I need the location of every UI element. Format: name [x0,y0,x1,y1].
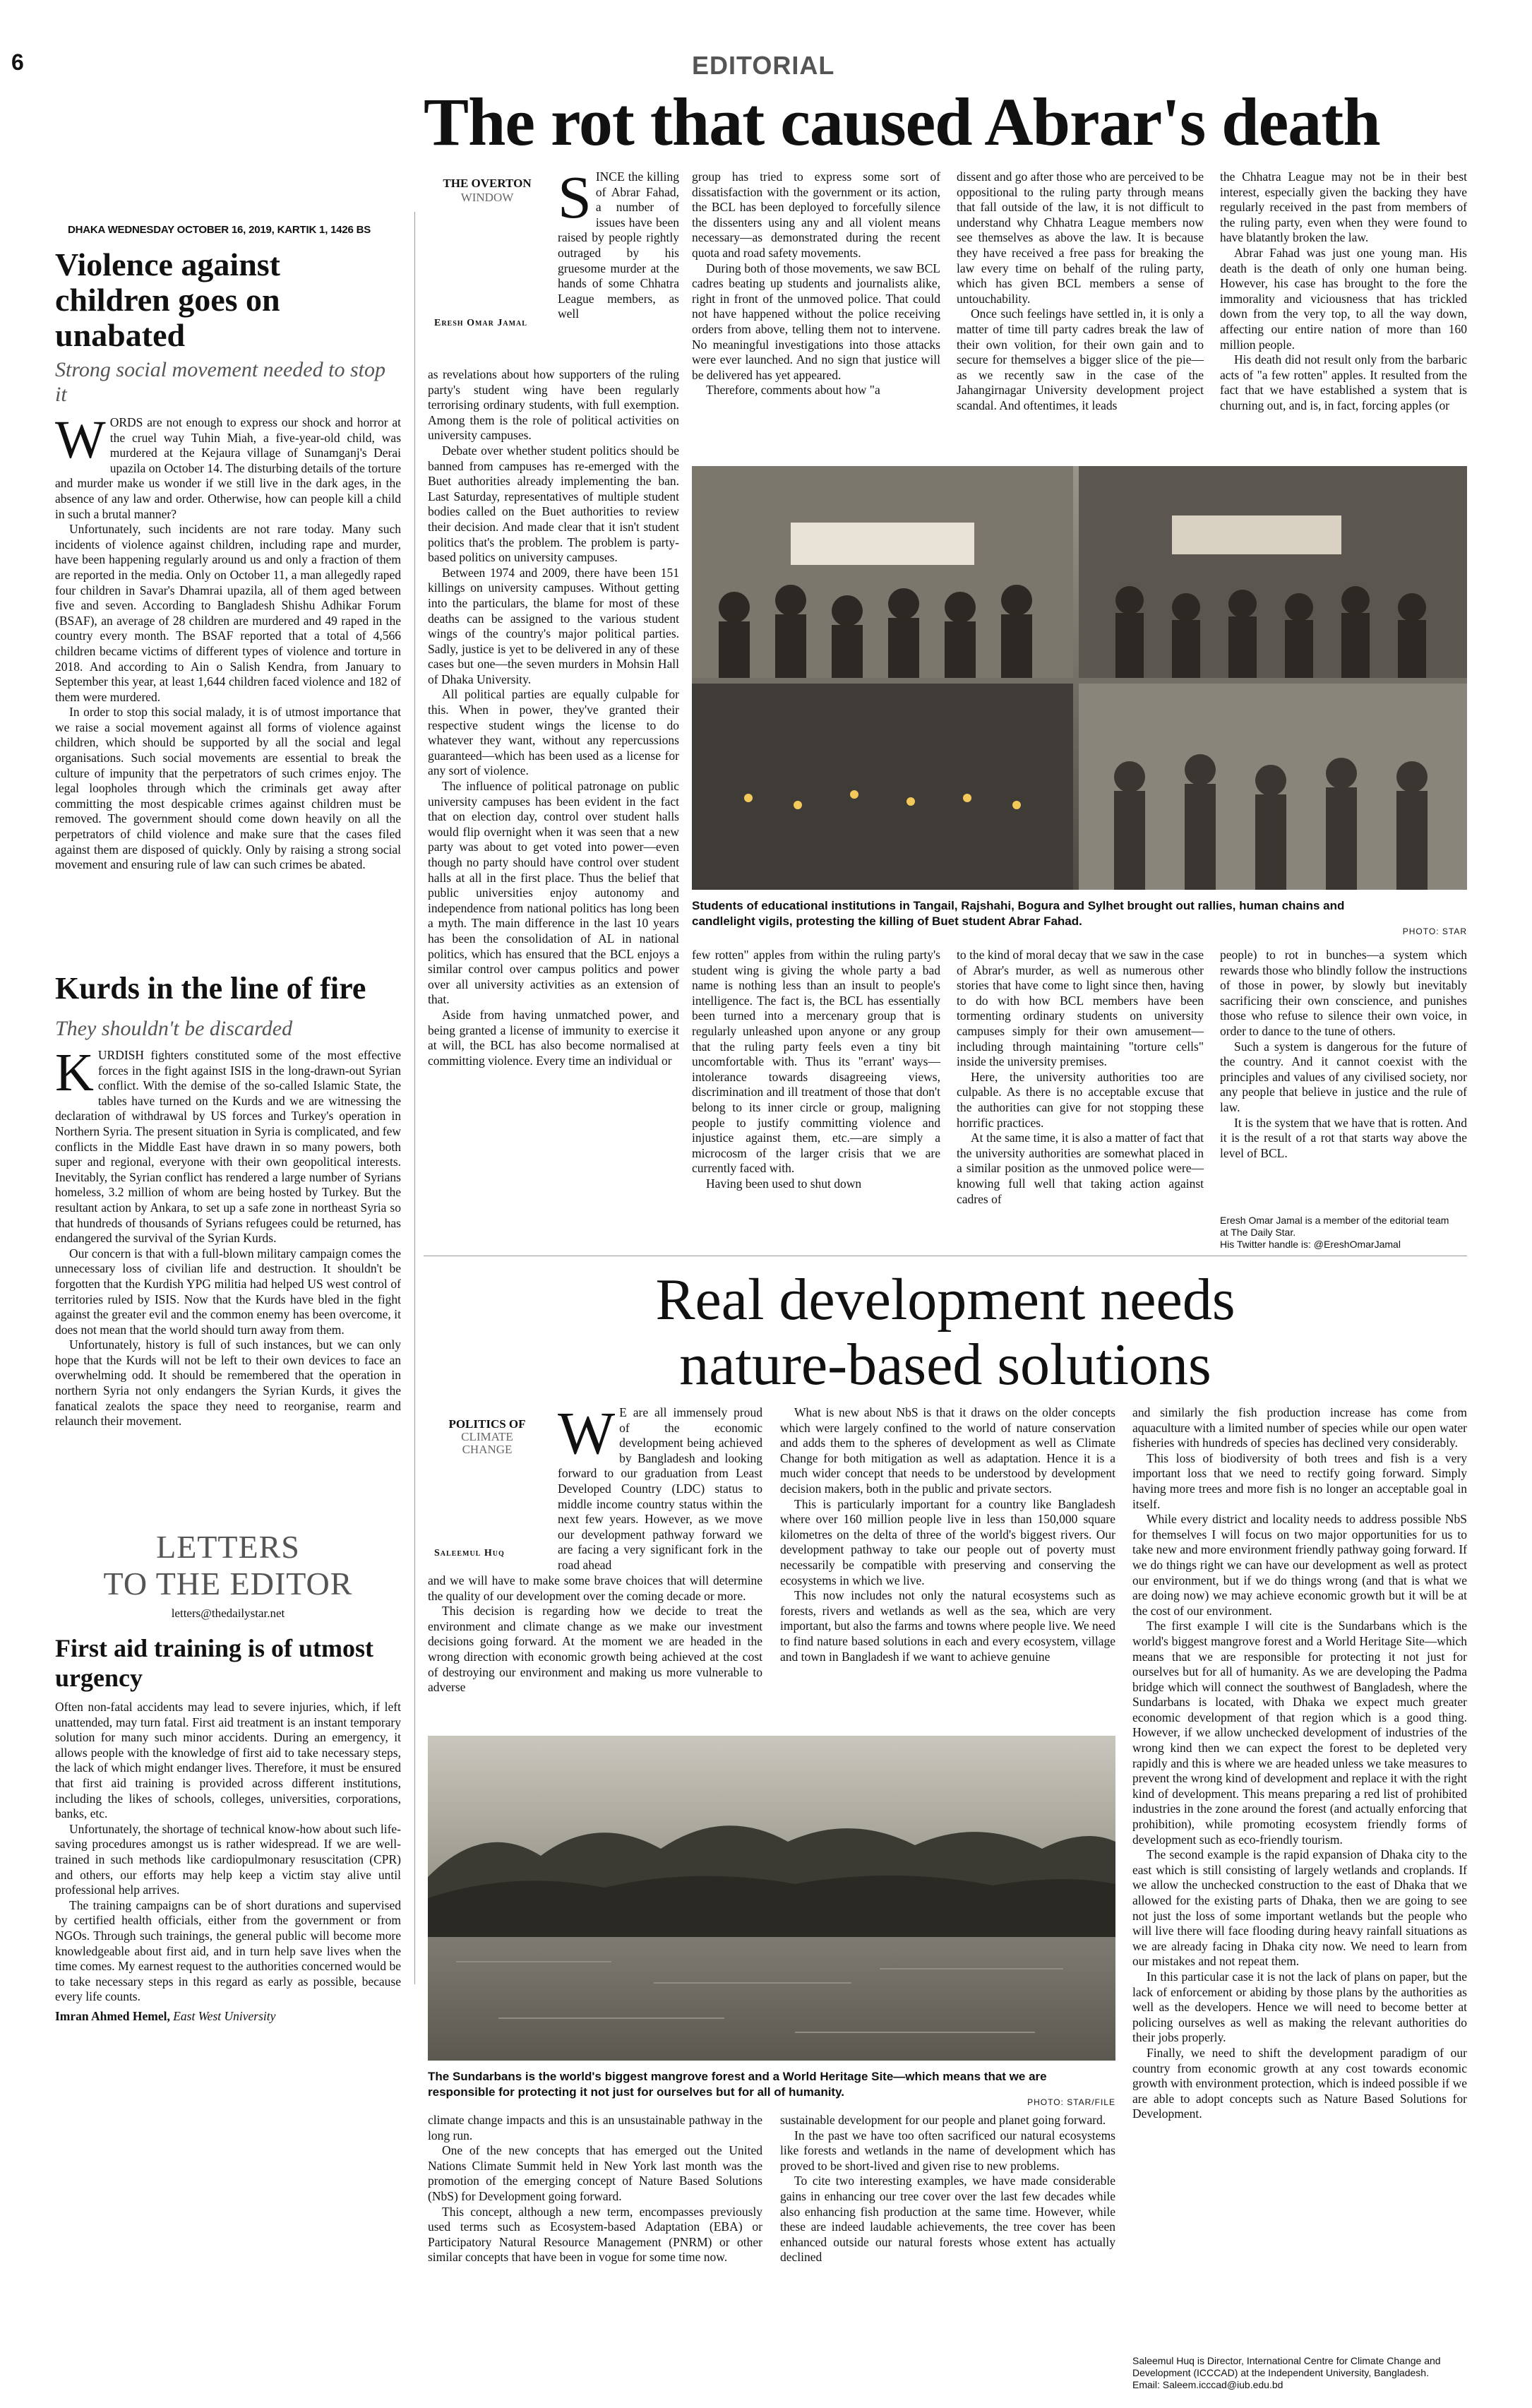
paragraph: Abrar Fahad was just one young man. His death is the death of only one human being. However, his case has brought to the fore the immorality and viciousness that has trickled down from the very top, to all the way down, affecting our entire nation of more than 160 million people. [1220,245,1467,352]
paragraph: The second example is the rapid expansion of Dhaka city to the east which is still consisting of largely wetlands and croplands. If we allow the unchecked construction to the east of Dhaka that we allowed for the existing parts of Dhaka, then we are going to see not just the loss of some important wetlands but the people who will live there will face flooding during heavy rainfall situations as we are already facing in Dhaka city now. We need to learn from our mistakes and not repeat them. [1132,1847,1467,1969]
paragraph: This now includes not only the natural ecosystems such as forests, rivers and wetlands as well as the sea, which are very important, but also the farms and towns where people live. We need to find nature based solutions in each and every ecosystem, village and town in Bangladesh if we want to achieve genuine [780,1588,1116,1664]
paragraph: Here, the university authorities too are culpable. As there is no acceptable excuse that the authorities can give for not stopping these horrific practices. [957,1069,1204,1130]
paragraph: This decision is regarding how we decide to treat the environment and climate change as we make our investment decisions going forward. At the moment we are headed in the wrong direction with economic growth being achieved at the cost of destroying our environment and making us more vulnerable to adverse [428,1604,762,1695]
column-label-line: CLIMATE [461,1430,513,1443]
paragraph: ORDS are not enough to express our shock and horror at the cruel way Tuhin Miah, a five-year-old child, was murdered at the Kejaura village of Sunamganj's Derai upazila on October 14. The disturbing details of the torture and murder make us wonder if we still live in the dark ages, in the absence of any law and order. Otherwise, how can people kill a child in such a brutal manner? [55,415,401,521]
paragraph: and similarly the fish production increase has come from aquaculture with a limited number of species while our open water fisheries with hundreds of species has declined very considerably. [1132,1405,1467,1450]
protest-photo-art [692,466,1467,890]
paragraph: While every district and locality needs to address possible NbS for themselves I will focus on two major opportunities for us to take new and more environment friendly pathway going forward. If we do things right we can have our development as well as protect our environment, but if we do things wrong (and that is what we are doing now) we may achieve economic growth but it will be at the cost of our environment. [1132,1512,1467,1618]
paragraph: to the kind of moral decay that we saw in the case of Abrar's murder, as well as numerous other stories that have come to light since then, having to do with how BCL members have been tormenting ordinary students on university campuses simply for their own amusement—including through maintaining "torture cells" inside the university premises. [957,948,1204,1069]
paragraph: Once such feelings have settled in, it is only a matter of time till party cadres break the law of their own volition, for their own gain and to secure for themselves a bigger slice of the pie—as we recently saw in the case of the Jahangirnagar University development project scandal. And oftentimes, it leads [957,306,1204,412]
paragraph: This loss of biodiversity of both trees and fish is a very important loss that we need to rectify going forward. Simply having more trees and more fish is no longer an acceptable goal in itself. [1132,1450,1467,1511]
article-column-1 [428,367,679,1068]
editorial-subhead: They shouldn't be discarded [55,1017,293,1040]
article-column-2-bottom [692,948,940,1192]
paragraph: Therefore, comments about how "a [706,383,880,398]
article-column-4-top [1220,169,1467,414]
paragraph: At the same time, it is also a matter of fact that the university authorities are somewhat placed in a similar position as the unmoved police were—knowing full well that taking action against cadres of [957,1131,1204,1206]
letter-body [55,1700,401,2024]
paragraph: Unfortunately, the shortage of technical know-how about such life-saving procedures amongst us is rather widespread. If we are well-trained in such methods like cardiopulmonary resuscitation (CPR) and others, our efforts may help keep a victim stay alive until professional help arrives. [55,1821,401,1897]
column-label [427,177,547,205]
letter-headline: First aid training is of utmost urgency [55,1634,374,1692]
paragraph: Aside from having unmatched power, and being granted a license of immunity to exercise it at will, the BCL has also become normalised at committing violence. Every time an individual or [428,1007,679,1068]
letters-title-line: LETTERS [156,1529,300,1565]
article-column-3-top [957,169,1204,414]
letters-section [55,1529,401,2024]
editorial-violence [55,247,401,873]
editorial-body [55,1043,401,1429]
headline-line: nature-based solutions [679,1332,1211,1397]
bio-line: Email: Saleem.icccad@iub.edu.bd [1132,2379,1283,2390]
paragraph: One of the new concepts that has emerged out the United Nations Climate Summit held in New York last month was the promotion of the emerging concept of Nature Based Solutions (NbS) for Development going forward. [428,2143,762,2203]
paragraph: Unfortunately, such incidents are not rare today. Many such incidents of violence against children, including rape and murder, have been happening regularly around us and only a fraction of them are reported in the media. Only on October 11, a man allegedly raped four children in Savar's Dhamrai upazila, all of them aged between five and seven. According to Bangladesh Shishu Adhikar Forum (BSAF), an average of 28 children are murdered and 49 raped in the country every month. The BSAF reported that a total of 4,566 children became victims of different types of violence and torture in 2018. And according to Ain o Salish Kendra, from January to September this year, at least 1,644 children faced violence and 182 of them were murdered. [55,522,401,704]
paragraph: E are all immensely proud of the economic development being achieved by Bangladesh and looking forward to our graduation from Least Developed Country (LDC) status to middle income country status within the next few years. However, as we move our development pathway forward we are facing a very significant fork in the road ahead [558,1405,762,1572]
sundarbans-photo-art [428,1736,1115,2061]
paragraph: the Chhatra League may not be in their best interest, especially given the backing they have regularly received in the past from members of the ruling party, even when they were found to have blatantly broken the law. [1220,169,1467,245]
editorial-body [55,410,401,873]
bio-line: His Twitter handle is: @EreshOmarJamal [1220,1239,1401,1250]
paragraph: Having been used to shut down [706,1176,862,1191]
paragraph: This is particularly important for a country like Bangladesh where over 160 million people live in less than 150,000 square kilometres on the delta of three of the world's biggest rivers. Our development pathway to take our people out of poverty must necessarily be compatible with preserving and conserving the ecosystems in which we live. [780,1496,1115,1587]
paragraph: It is the system that we have that is rotten. And it is the result of a rot that starts way above the level of BCL. [1220,1115,1467,1160]
column-label-line: POLITICS OF [448,1417,526,1431]
paragraph: The influence of political patronage on public university campuses has been evident in the fact that on election day, control over student halls would flip overnight when it was seen that a new party was about to get voted into power—even though no party should have control over student halls at all in the first place. Thus the belief that public universities enjoy autonomy and independence from national politics has long been a myth. The main difference in the last 10 years has been the consolidation of AL in national politics, which has ensured that the BCL enjoys a similar control over campus politics and power over all university activities as an extension of that. [428,779,679,1007]
paragraph: people) to rot in bunches—a system which rewards those who blindly follow the instructions of those in power, by slowly but inevitably sacrificing their own conscience, and punishes those who refuse to silence their own voice, in order to dance to the tune of others. [1220,948,1467,1038]
article-column-3-bottom [957,948,1204,1207]
page-number: 6 [11,49,24,75]
article-lead [558,163,679,322]
editorial-subhead: Strong social movement needed to stop it [55,358,385,406]
article-column-1-bottom [428,2113,762,2265]
headline-line: Real development needs [655,1267,1235,1333]
photo-caption: The Sundarbans is the world's biggest mangrove forest and a World Heritage Site—which means that we are responsible for protecting it not just for ourselves but for all of humanity. [428,2070,1047,2099]
column-label [427,1418,547,1456]
letters-title [55,1529,401,1602]
bio-line: at The Daily Star. [1220,1227,1296,1238]
paragraph: Between 1974 and 2009, there have been 151 killings on university campuses. Without getting into the particulars, the blame for most of these deaths can be assigned to the various student wings of the country's major political parties. Sadly, justice is yet to be delivered in any of these cases but one—the seven murders in Mohsin Hall of Dhaka University. [428,565,679,686]
section-label: EDITORIAL [692,51,835,80]
author-byline: Eresh Omar Jamal [434,318,527,328]
author-bio [1132,2355,1467,2391]
photo-caption: Students of educational institutions in Tangail, Rajshahi, Bogura and Sylhet brought out rallies, human chains and candlelight vigils, protesting the killing of Buet student Abrar Fahad. [692,899,1345,928]
bio-line: Development (ICCCAD) at the Independent University, Bangladesh. [1132,2367,1429,2378]
paragraph: What is new about NbS is that it draws on the older concepts which were largely confined to the world of nature conservation and adds them to the spheres of development as well as Climate Change for both mitigation as well as adaptation. Hence it is a much wider concept that needs to be understood by development decision makers, both in the public and private sectors. [780,1405,1115,1496]
editorial-headline: Kurds in the line of fire [55,971,366,1006]
article-lead [558,1399,762,1573]
paragraph: Finally, we need to shift the development paradigm of our country from economic growth at any cost towards economic growth with environment protection, which is indeed possible if we are able to adopt concepts such as Nature Based Solutions for Development. [1132,2045,1467,2121]
paragraph: During both of those movements, we saw BCL cadres beating up students and journalists alike, right in front of the unmoved police. That could not have happened without the police receiving orders from above, telling them not to intervene. No meaningful investigations into those attacks were ever launched. And no sign that justice will be delivered has yet appeared. [692,261,940,382]
paragraph: and we will have to make some brave choices that will determine the quality of our development over the coming decade or more. [428,1573,762,1603]
dropcap: K [55,1043,94,1102]
paragraph: as revelations about how supporters of the ruling party's student wing have been regularly terrorising ordinary students, with full exemption. Among them is the role of political activities on university campuses. [428,367,679,443]
paragraph: In order to stop this social malady, it is of utmost importance that we raise a social movement against all forms of violence against children, which should be supported by all the social and legal organisations. Such social movements are essential to break the culture of impunity that the perpetrators of such crimes enjoy. The legal loopholes through which the criminals get away after committing the most despicable crimes against children must be removed. The government should come down heavily on all the perpetrators of child violence and make sure that the cases filed against them are disposed of quickly. Only by raising a strong social movement and ensuring rule of law can such crimes be abated. [55,705,401,872]
article-column-2-bottom [780,2113,1115,2265]
paragraph: To cite two interesting examples, we have made considerable gains in enhancing our tree cover over the last few decades while also enhancing fish production at the same time. However, while these are indeed laudable achievements, the tree cover has been enhanced outside our natural forests whose extent has actually declined [780,2174,1115,2265]
article-column-2 [780,1405,1115,1664]
paragraph: URDISH fighters constituted some of the most effective forces in the fight against ISIS in the long-drawn-out Syrian conflict. With the demise of the so-called Islamic State, the tables have turned on the Kurds and we are witnessing the declaration of withdrawal by US forces and Turkey's operation in Northern Syria. The present situation in Syria is complicated, and few conflicts in the Middle East have drawn in so many powers, both super and regional, everyone with their own geopolitical interests. Inevitably, the Syrian conflict has rendered a large number of Syrians homeless, 3.2 million of whom are being hosted by Turkey. But the resultant action by Ankara, to set up a safe zone in northeast Syria so that hundreds of thousands of Syrians refugees could be returned, has endangered the survival of the Syrian Kurds. [55,1048,401,1246]
paragraph: Often non-fatal accidents may lead to severe injuries, which, if left unattended, may turn fatal. First aid treatment is an instant temporary solution for many such minor accidents. During an emergency, it allows people with the knowledge of first aid to take necessary steps, the lack of which might endanger lives. Therefore, it must be ensured that first aid training is provided across different institutions, including the likes of schools, colleges, universities, corporations, banks, etc. [55,1700,401,1821]
paragraph: In this particular case it is not the lack of plans on paper, but the lack of enforcement or abiding by those plans by the authorities as well as the developers. Hence we will need to become better at policing ourselves as well as making the relevant authorities do their jobs properly. [1132,1969,1467,2045]
bio-line: Saleemul Huq is Director, International Centre for Climate Change and [1132,2355,1441,2366]
page-headline-abrar: The rot that caused Abrar's death [424,84,1380,160]
sundarbans-photo [428,1736,1115,2061]
column-label-line: WINDOW [460,191,514,204]
paragraph: INCE the killing of Abrar Fahad, a number of issues have been raised by people rightly outraged by his gruesome murder at the hands of some Chhatra League members, as well [558,169,679,321]
paragraph: dissent and go after those who are perceived to be oppositional to the ruling party through means that fall outside of the law, it is not difficult to understand why Chhatra League members now see themselves as above the law. It is because they have received a free pass for breaking the law every time on behalf of the ruling party, which has given BCL members a sense of untouchability. [957,169,1204,306]
headline-nature [424,1268,1467,1397]
author-byline: Saleemul Huq [434,1548,505,1558]
paragraph: Our concern is that with a full-blown military campaign comes the unnecessary loss of civilian life and destruction. It shouldn't be forgotten that the Kurdish YPG militia had helped US west control of territories ruled by ISIS. Now that the Kurds have bled in the fight against the greater evil and the common enemy has been overcome, it does not mean that the world should turn away from them. [55,1246,401,1337]
dropcap: W [55,410,106,470]
paragraph: This concept, although a new term, encompasses previously used terms such as Ecosystem-based Adaptation (EBA) or Participatory Natural Resource Management (PNRM) or other similar concepts that have been in vogue for some time now. [428,2204,762,2265]
article-column-1 [428,1573,762,1695]
paragraph: His death did not result only from the barbaric acts of "a few rotten" apples. It resulted from the fact that we have established a system that is churning out, and is, in fact, forcing apples (or [1220,352,1467,412]
signature-name: Imran Ahmed Hemel, [55,2008,170,2023]
paragraph: The training campaigns can be of short durations and supervised by certified health officials, either from the government or from NGOs. Through such trainings, the general public will become more knowledgeable about first aid, and in turn help save lives when the time comes. My earnest request to the authorities concerned would be to take necessary steps in this regard as early as possible, because every life counts. [55,1897,401,2004]
letter-signature [55,2009,401,2025]
paragraph: Such a system is dangerous for the future of the country. And it cannot coexist with the principles and values of any civilised society, nor any people that believe in justice and the rule of law. [1220,1039,1467,1114]
paragraph: climate change impacts and this is an unsustainable pathway in the long run. [428,2113,762,2142]
photo-credit: PHOTO: STAR/FILE [1027,2097,1115,2107]
paragraph: Unfortunately, history is full of such instances, but we can only hope that the Kurds will not be left to their own devices to face an overwhelming odd. It should be remembered that the operation in northern Syria not only endangers the Syrian Kurds, it gives the fanatical zealots the space they need to reorganise, rearm and relaunch their movement. [55,1337,401,1429]
paragraph: Debate over whether student politics should be banned from campuses has re-emerged with the Buet authorities already implementing the ban. Last Saturday, representatives of multiple student bodies called on the Buet authorities to review their decision. And made clear that it isn't student politics that's the problem. The problem is party-based politics on university campuses. [428,443,679,565]
article-column-2-top [692,169,940,398]
protest-photo [692,466,1467,890]
letters-email[interactable]: letters@thedailystar.net [171,1607,285,1620]
bio-line: Eresh Omar Jamal is a member of the editorial team [1220,1215,1449,1226]
author-bio [1220,1215,1467,1251]
signature-org: East West University [173,2008,276,2023]
article-column-4-bottom [1220,948,1467,1161]
paragraph: The first example I will cite is the Sundarbans which is the world's biggest mangrove forest and a World Heritage Site—which means that we are responsible for protecting it not just for ourselves but for all of humanity. As we are developing the Padma bridge which will connect the southwest of Bangladesh, where the Sundarbans is located, with Dhaka we expect much greater economic development of that region which is a good thing. However, if we allow unchecked development of industries of the wrong kind then we can expect the forest to be depleted very rapidly and this is where we are headed unless we take measures to prevent the wrong kind of development and replace it with the right kind of development. This means preparing a red list of prohibited industries in the zone around the forest (and actually enforcing that prohibition), while promoting ecosystem friendly forms of development such as eco-friendly tourism. [1132,1619,1467,1847]
paragraph: sustainable development for our people and planet going forward. [780,2113,1106,2127]
paragraph: All political parties are equally culpable for this. When in power, they've granted their respective student wings the license to do whatever they want, without any repercussions guaranteed—which has been used as a license for any sort of violence. [428,687,679,778]
column-label-line: THE OVERTON [443,177,532,190]
paragraph: group has tried to express some sort of dissatisfaction with the government or its action, the BCL has been deployed to forcefully silence the dissenters using any and all violent means necessary—as demonstrated during the recent quota and road safety movements. [692,169,940,260]
column-divider [414,212,415,1984]
editorial-kurds [55,971,401,1429]
letters-title-line: TO THE EDITOR [103,1566,353,1602]
dateline: DHAKA WEDNESDAY OCTOBER 16, 2019, KARTIK 1, 1426 BS [68,224,371,236]
paragraph: In the past we have too often sacrificed our natural ecosystems like forests and wetlands in the name of development which has proved to be short-lived and given rise to new problems. [780,2128,1115,2173]
dropcap: W [558,1399,616,1467]
dropcap: S [558,163,592,231]
photo-credit: PHOTO: STAR [1402,926,1467,936]
column-label-line: CHANGE [462,1443,513,1456]
editorial-headline: Violence against children goes on unabated [55,246,280,353]
paragraph: few rotten" apples from within the ruling party's student wing is giving the whole party a bad name is nothing less than an insult to people's intelligence. The fact is, the BCL has essentially been turned into a mercenary group that is regularly unleashed upon anyone or any group that the ruling party feels even a tiny bit uncomfortable with. Thus its "errant' ways—intolerance towards disagreeing views, discrimination and ill treatment of those that don't belong to its inner circle or group, maligning people to justify committing violence and injustice against them, etc.—are simply a microcosm of the larger crisis that we are currently faced with. [692,948,940,1176]
article-column-3 [1132,1405,1467,2122]
